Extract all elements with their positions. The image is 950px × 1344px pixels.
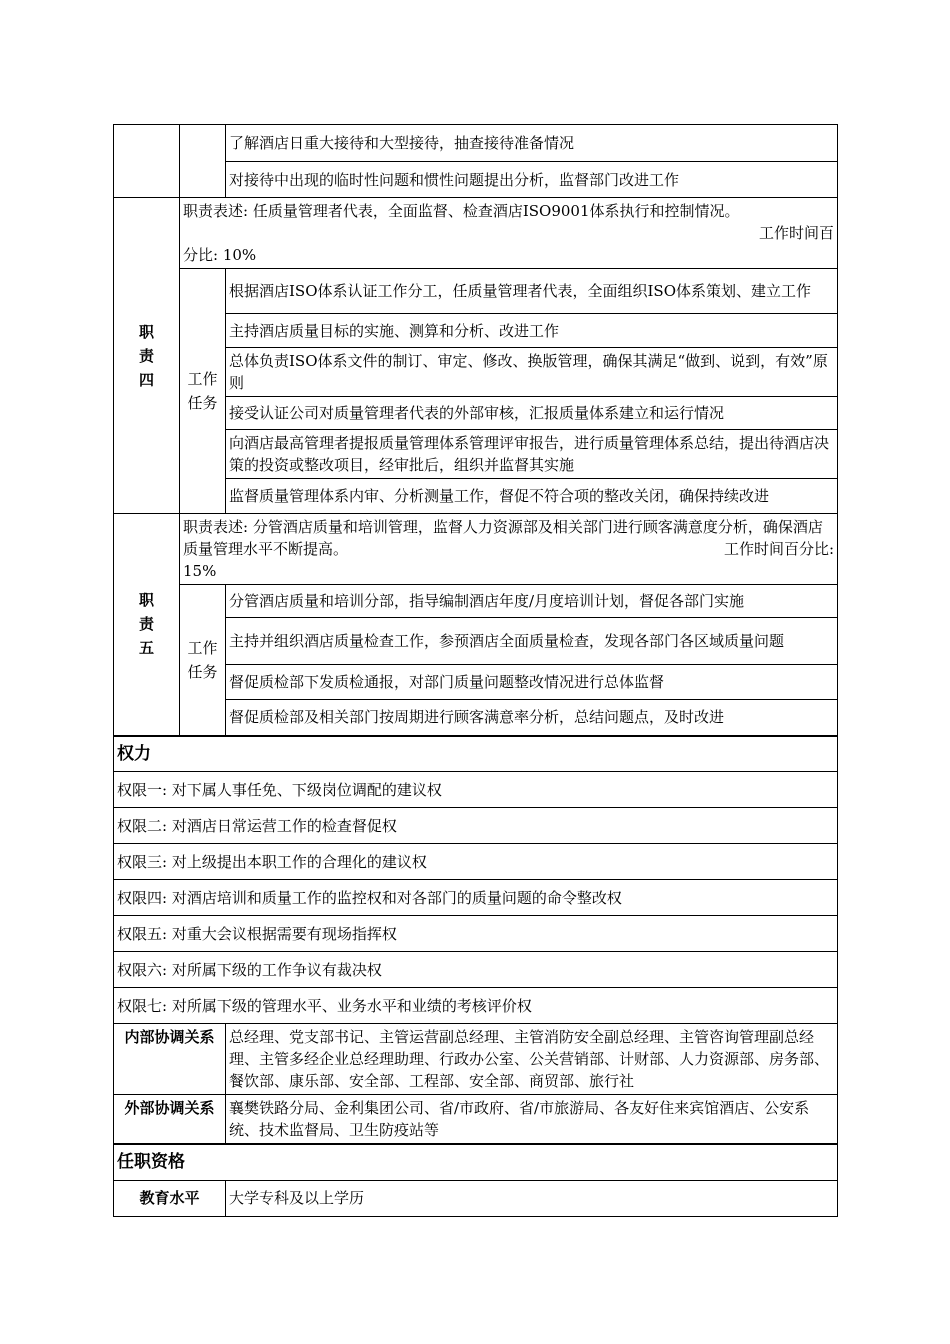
table-row bbox=[114, 880, 838, 916]
table-row bbox=[114, 1144, 838, 1180]
duty4-pct-b: 分比: 10% bbox=[183, 246, 257, 264]
table-row bbox=[114, 916, 838, 952]
duty4-task-label: 工作任务 bbox=[180, 269, 226, 514]
authority-item: 权限一: 对下属人事任免、下级岗位调配的建议权 bbox=[114, 772, 838, 808]
external-coordination-value: 襄樊铁路分局、金利集团公司、省/市政府、省/市旅游局、各友好住来宾馆酒店、公安系统、技术监督局、卫生防疫站等 bbox=[226, 1095, 838, 1145]
duty4-description bbox=[180, 198, 838, 269]
duty5-task-label: 工作任务 bbox=[180, 585, 226, 736]
task-item: 向酒店最高管理者提报质量管理体系管理评审报告，进行质量管理体系总结，提出待酒店决策的投资或整改项目，经审批后，组织并监督其实施 bbox=[226, 430, 838, 479]
table-row bbox=[114, 269, 838, 314]
education-value: 大学专科及以上学历 bbox=[226, 1180, 838, 1216]
duty5-desc-text: 职责表述: 分管酒店质量和培训管理，监督人力资源部及相关部门进行顾客满意度分析，确保酒店质量管理水平不断提高。 工作时间百分比: bbox=[183, 518, 834, 558]
task-item: 督促质检部及相关部门按周期进行顾客满意率分析，总结问题点，及时改进 bbox=[226, 700, 838, 736]
task-item: 主持酒店质量目标的实施、测算和分析、改进工作 bbox=[226, 314, 838, 348]
authority-item: 权限七: 对所属下级的管理水平、业务水平和业绩的考核评价权 bbox=[114, 988, 838, 1024]
table-row bbox=[114, 1095, 838, 1145]
task-item: 根据酒店ISO体系认证工作分工，任质量管理者代表，全面组织ISO体系策划、建立工作 bbox=[226, 269, 838, 314]
task-item: 总体负责ISO体系文件的制订、审定、修改、换版管理，确保其满足“做到、说到，有效”原则 bbox=[226, 348, 838, 397]
task-item: 督促质检部下发质检通报，对部门质量问题整改情况进行总体监督 bbox=[226, 665, 838, 700]
authority-item: 权限三: 对上级提出本职工作的合理化的建议权 bbox=[114, 844, 838, 880]
table-row bbox=[114, 736, 838, 772]
duty4-label: 职责四 bbox=[114, 198, 180, 514]
task-item: 监督质量管理体系内审、分析测量工作，督促不符合项的整改关闭，确保持续改进 bbox=[226, 479, 838, 514]
duty-prev-label-cell bbox=[114, 125, 180, 198]
duty4-pct-a: 工作时间百 bbox=[758, 224, 834, 242]
task-item: 分管酒店质量和培训分部，指导编制酒店年度/月度培训计划，督促各部门实施 bbox=[226, 585, 838, 618]
duty5-pct-a: 工作时间百分比: bbox=[723, 540, 834, 558]
internal-coordination-value: 总经理、党支部书记、主管运营副总经理、主管消防安全副总经理、主管咨询管理副总经理、主管多经企业总经理助理、行政办公室、公关营销部、计财部、人力资源部、房务部、餐饮部、康乐部、安全部、工程部、安全部、商贸部、旅行社 bbox=[226, 1024, 838, 1095]
table-row bbox=[114, 514, 838, 585]
task-item: 对接待中出现的临时性问题和惯性问题提出分析，监督部门改进工作 bbox=[226, 162, 838, 198]
authority-item: 权限二: 对酒店日常运营工作的检查督促权 bbox=[114, 808, 838, 844]
internal-coordination-label: 内部协调关系 bbox=[114, 1024, 226, 1095]
authority-item: 权限四: 对酒店培训和质量工作的监控权和对各部门的质量问题的命令整改权 bbox=[114, 880, 838, 916]
duty-prev-task-label-cell bbox=[180, 125, 226, 198]
job-description-table bbox=[113, 124, 838, 1217]
table-row bbox=[114, 808, 838, 844]
duty5-pct-b: 15% bbox=[183, 562, 217, 580]
qualification-title: 任职资格 bbox=[114, 1144, 838, 1180]
task-item: 主持并组织酒店质量检查工作，参预酒店全面质量检查，发现各部门各区域质量问题 bbox=[226, 618, 838, 665]
authority-item: 权限五: 对重大会议根据需要有现场指挥权 bbox=[114, 916, 838, 952]
table-row bbox=[114, 585, 838, 618]
table-row bbox=[114, 988, 838, 1024]
table-row bbox=[114, 772, 838, 808]
table-row bbox=[114, 1180, 838, 1216]
table-row bbox=[114, 125, 838, 162]
authority-title: 权力 bbox=[114, 736, 838, 772]
duty4-desc-text: 职责表述: 任质量管理者代表，全面监督、检查酒店ISO9001体系执行和控制情况。 bbox=[183, 202, 740, 220]
task-item: 了解酒店日重大接待和大型接待，抽查接待准备情况 bbox=[226, 125, 838, 162]
task-item: 接受认证公司对质量管理者代表的外部审核，汇报质量体系建立和运行情况 bbox=[226, 397, 838, 430]
authority-item: 权限六: 对所属下级的工作争议有裁决权 bbox=[114, 952, 838, 988]
table-row bbox=[114, 844, 838, 880]
education-label: 教育水平 bbox=[114, 1180, 226, 1216]
table-row bbox=[114, 1024, 838, 1095]
table-row bbox=[114, 198, 838, 269]
table-row bbox=[114, 952, 838, 988]
duty5-description bbox=[180, 514, 838, 585]
external-coordination-label: 外部协调关系 bbox=[114, 1095, 226, 1145]
duty5-label: 职责五 bbox=[114, 514, 180, 736]
